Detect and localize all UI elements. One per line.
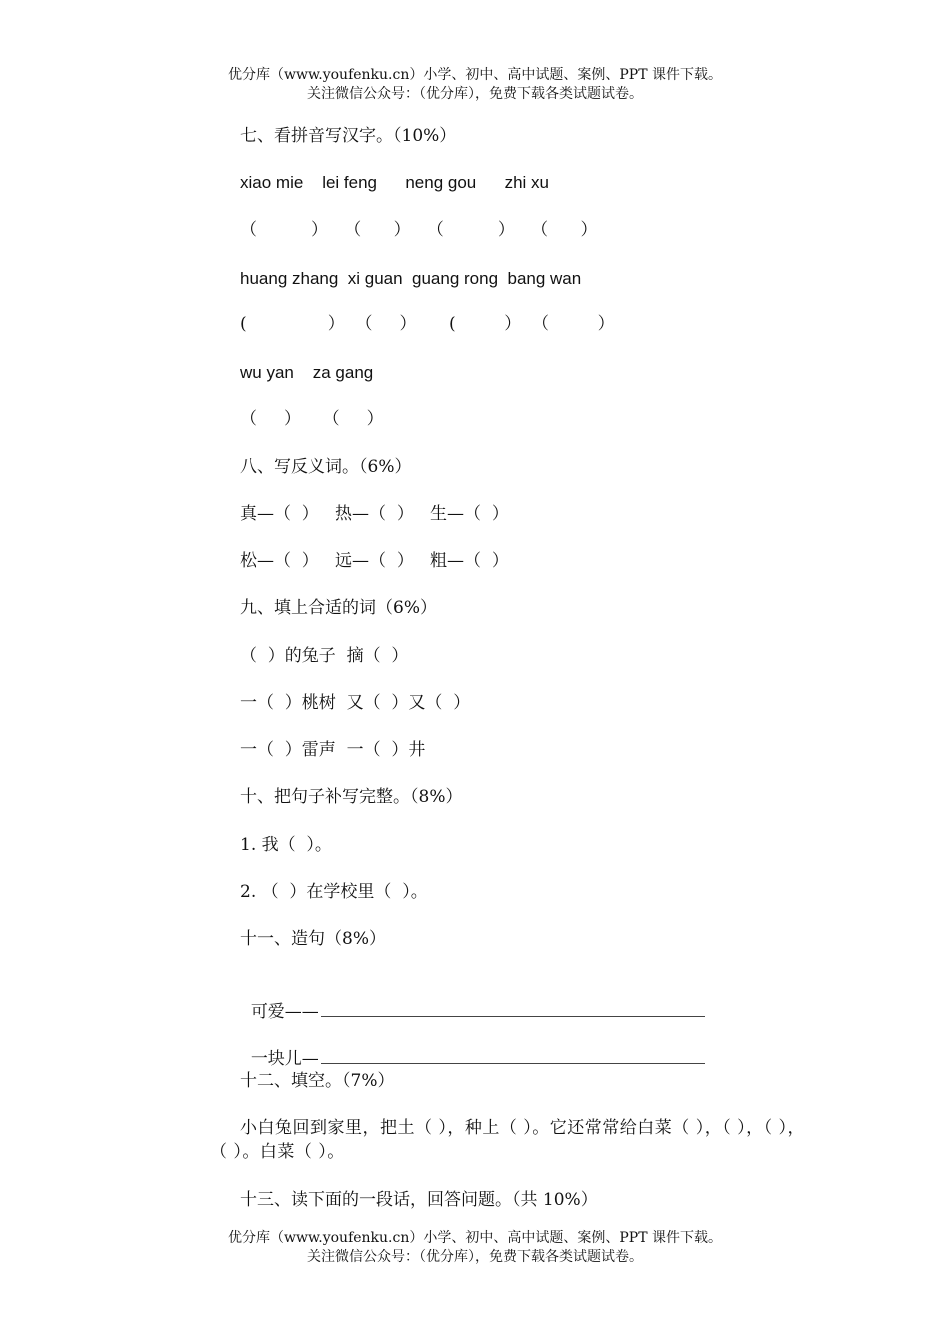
answer-row-1: （ ） （ ） （ ） （ ） bbox=[240, 220, 598, 240]
fill-word-row-2: 一（ ）桃树 又（ ）又（ ） bbox=[240, 693, 471, 713]
make-sentence-row-1 bbox=[240, 974, 705, 1024]
antonym-row-2: 松—（ ） 远—（ ） 粗—（ ） bbox=[240, 551, 509, 571]
make-sentence-row-2 bbox=[240, 1021, 705, 1071]
answer-row-2: ( ） （ ） ( ） （ ） bbox=[240, 314, 615, 334]
pinyin-row-3: wu yan za gang bbox=[240, 363, 374, 382]
antonym-row-1: 真—（ ） 热—（ ） 生—（ ） bbox=[240, 504, 509, 524]
section-10-title: 十、把句子补写完整。（8%） bbox=[240, 787, 463, 807]
answer-blank-2[interactable] bbox=[321, 1045, 705, 1064]
header-line-1: 优分库（www.youfenku.cn）小学、初中、高中试题、案例、PPT 课件下载。 bbox=[227, 67, 722, 83]
page-footer bbox=[0, 1229, 950, 1267]
pinyin-row-2: huang zhang xi guan guang rong bang wan bbox=[240, 269, 582, 288]
section-12-title: 十二、填空。（7%） bbox=[240, 1071, 395, 1091]
footer-line-1: 优分库（www.youfenku.cn）小学、初中、高中试题、案例、PPT 课件下载。 bbox=[227, 1230, 722, 1246]
sentence-row-1: 1. 我（ ）。 bbox=[240, 835, 332, 855]
answer-row-3: （ ） （ ） bbox=[240, 409, 384, 429]
fill-blank-paragraph: 小白兔回到家里，把土（ ），种上（ ）。它还常常给白菜（ ），（ ），（ ），（ ）。白菜（ ）。 bbox=[210, 1118, 806, 1162]
fill-word-row-1: （ ）的兔子 摘（ ） bbox=[240, 646, 409, 666]
sentence-row-2: 2. （ ）在学校里（ ）。 bbox=[240, 882, 428, 902]
pinyin-row-1: xiao mie lei feng neng gou zhi xu bbox=[240, 173, 550, 192]
page-header bbox=[0, 66, 950, 104]
make-sentence-word-1: 可爱—— bbox=[250, 1002, 319, 1022]
footer-line-2: 关注微信公众号：（优分库），免费下载各类试题试卷。 bbox=[307, 1249, 643, 1265]
fill-word-row-3: 一（ ）雷声 一（ ）井 bbox=[240, 740, 426, 760]
answer-blank-1[interactable] bbox=[321, 998, 705, 1017]
section-9-title: 九、填上合适的词（6%） bbox=[240, 598, 437, 618]
make-sentence-word-2: 一块儿— bbox=[250, 1049, 319, 1069]
header-line-2: 关注微信公众号：（优分库），免费下载各类试题试卷。 bbox=[307, 86, 643, 102]
section-13-title: 十三、读下面的一段话，回答问题。（共 10%） bbox=[240, 1190, 598, 1210]
section-8-title: 八、写反义词。（6%） bbox=[240, 457, 412, 477]
section-11-title: 十一、造句（8%） bbox=[240, 929, 386, 949]
section-7-title: 七、看拼音写汉字。（10%） bbox=[240, 126, 457, 146]
